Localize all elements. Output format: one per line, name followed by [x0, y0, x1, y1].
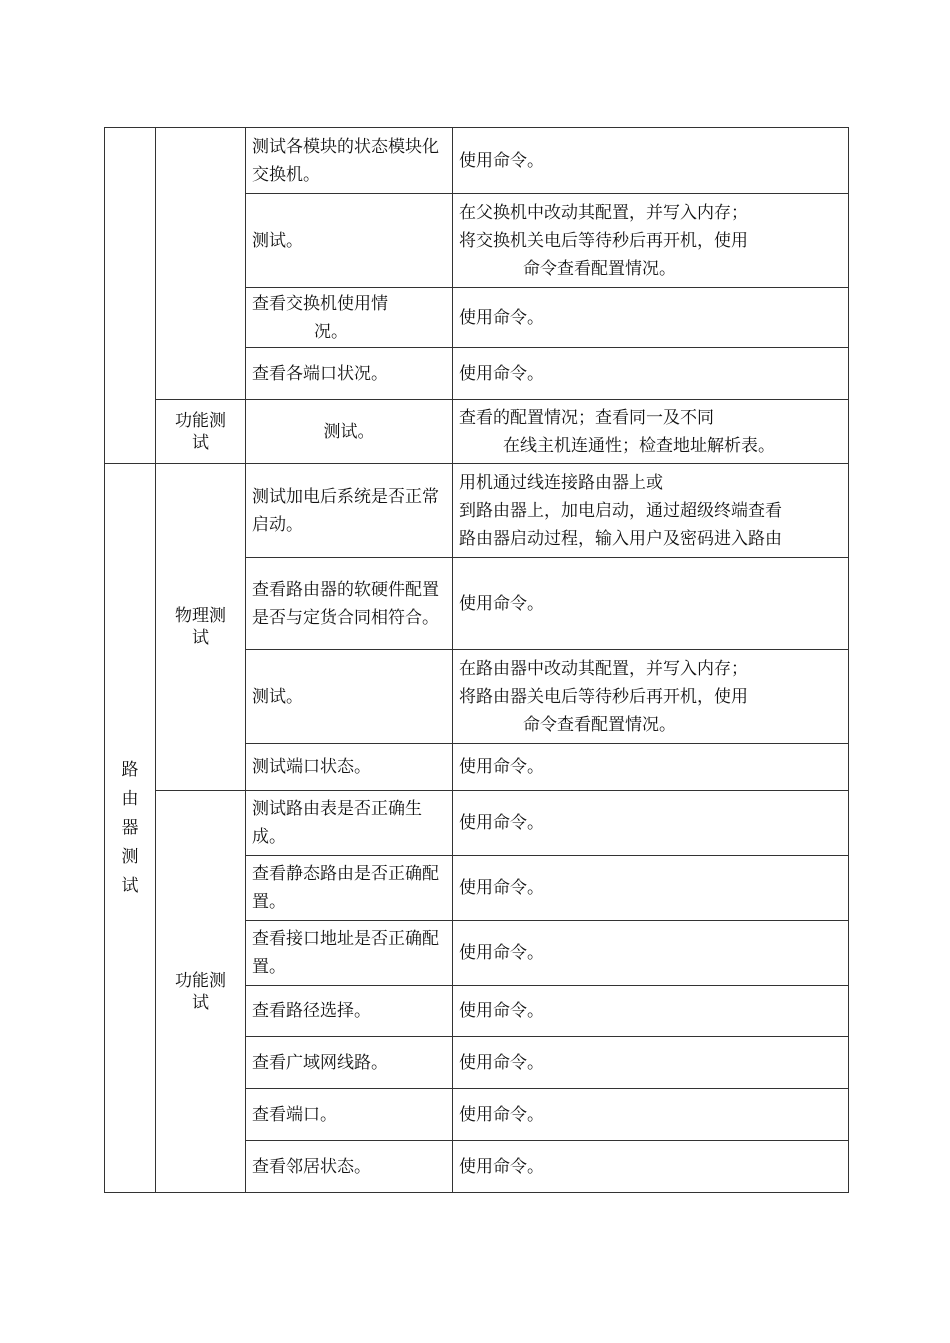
test-item-cell: 测试路由表是否正确生成。	[246, 791, 453, 856]
test-method-cell	[453, 464, 849, 558]
test-method-cell: 使用命令。	[453, 288, 849, 348]
table-row	[105, 128, 849, 194]
test-item-cell: 查看邻居状态。	[246, 1141, 453, 1193]
test-method-cell	[453, 400, 849, 464]
test-method-cell: 使用命令。	[453, 1089, 849, 1141]
item-line: 况。	[314, 321, 348, 342]
test-method-cell: 使用命令。	[453, 128, 849, 194]
test-method-cell: 使用命令。	[453, 558, 849, 650]
item-line: 查看交换机使用情	[252, 293, 388, 314]
test-item-cell: 查看端口。	[246, 1089, 453, 1141]
test-method-cell	[453, 194, 849, 288]
method-line: 在父换机中改动其配置，并写入内存；	[459, 202, 748, 223]
table-row	[105, 791, 849, 856]
method-line: 路由器启动过程，输入用户及密码进入路由	[459, 528, 782, 549]
test-item-cell: 测试加电后系统是否正常启动。	[246, 464, 453, 558]
test-item-cell: 查看广域网线路。	[246, 1037, 453, 1089]
category-label: 路由器测试	[105, 464, 156, 1193]
category-label: 功能测试	[156, 791, 246, 1193]
test-item-cell: 测试各模块的状态模块化交换机。	[246, 128, 453, 194]
test-method-cell: 使用命令。	[453, 744, 849, 791]
method-line: 将路由器关电后等待秒后再开机，使用	[459, 686, 748, 707]
method-line: 查看的配置情况；查看同一及不同	[459, 407, 714, 428]
test-item-cell: 测试端口状态。	[246, 744, 453, 791]
test-item-cell: 查看路由器的软硬件配置是否与定货合同相符合。	[246, 558, 453, 650]
test-method-cell: 使用命令。	[453, 1141, 849, 1193]
test-item-cell	[246, 288, 453, 348]
test-item-cell: 查看路径选择。	[246, 986, 453, 1037]
category-label: 功能测试	[156, 400, 246, 464]
method-line: 在线主机连通性；检查地址解析表。	[503, 435, 775, 456]
test-item-cell: 查看各端口状况。	[246, 348, 453, 400]
test-method-cell: 使用命令。	[453, 921, 849, 986]
method-line: 在路由器中改动其配置，并写入内存；	[459, 658, 748, 679]
test-method-cell: 使用命令。	[453, 856, 849, 921]
test-item-cell: 查看接口地址是否正确配置。	[246, 921, 453, 986]
test-method-cell: 使用命令。	[453, 1037, 849, 1089]
table-row	[105, 464, 849, 558]
switch-physical-cell	[156, 128, 246, 400]
method-line: 命令查看配置情况。	[523, 258, 676, 279]
category-label: 物理测试	[156, 464, 246, 791]
test-item-cell: 测试。	[246, 400, 453, 464]
switch-category-cell	[105, 128, 156, 464]
method-line: 到路由器上，加电启动，通过超级终端查看	[459, 500, 782, 521]
test-item-cell: 查看静态路由是否正确配置。	[246, 856, 453, 921]
test-item-cell: 测试。	[246, 650, 453, 744]
test-plan-table	[104, 127, 849, 1193]
table-row	[105, 400, 849, 464]
test-method-cell: 使用命令。	[453, 348, 849, 400]
method-line: 将交换机关电后等待秒后再开机，使用	[459, 230, 748, 251]
test-method-cell: 使用命令。	[453, 791, 849, 856]
method-line: 命令查看配置情况。	[523, 714, 676, 735]
test-item-cell: 测试。	[246, 194, 453, 288]
test-method-cell: 使用命令。	[453, 986, 849, 1037]
method-line: 用机通过线连接路由器上或	[459, 472, 663, 493]
test-method-cell	[453, 650, 849, 744]
